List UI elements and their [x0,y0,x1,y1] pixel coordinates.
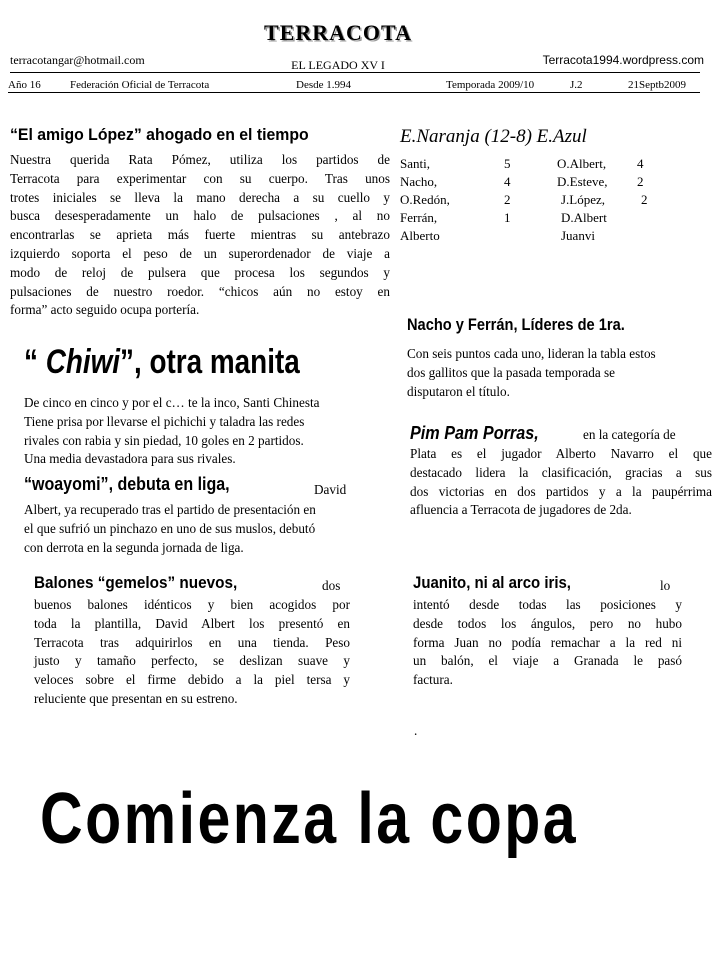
article-line: encontrarlas se aprieta más fuerte mientras su antebrazo [10,227,390,243]
scorer-name: Juanvi [561,228,595,243]
edition-subtitle-text: EL LEGADO XV I [291,58,385,72]
article-line: forma” acto seguido ocupa portería. [10,302,200,318]
balones-lead: dos [322,578,341,593]
article-nacho-body [407,345,712,401]
article-line: un balón, el viaje a Granada le pasó [413,653,682,669]
article-lopez-body [10,151,390,320]
article-juanito-body [413,596,682,690]
headline-chiwi-open: “ [24,343,38,381]
scorer-name: J.López, [561,192,606,207]
scorer-name: O.Albert, [557,156,607,171]
article-line: Albert, ya recuperado tras el partido de presentación en [24,502,316,517]
scorer-name: Alberto [400,228,440,243]
article-line: Plata es el jugador Alberto Navarro el que [410,446,712,461]
article-line: justo y tamaño perfecto, se deslizan suave y [34,653,350,669]
article-line: veloces sobre el firme debido a la piel tersa y [34,672,350,688]
article-line: trotes iniciales se lleva la mano derecha a su cuello y [10,189,390,205]
match-result-title: E.Naranja (12-8) E.Azul [400,126,587,147]
article-line: reluciente que presentan en su estreno. [34,690,238,706]
issue-federation: Federación Oficial de Terracota [70,79,210,91]
article-line: destacado lidera la clasificación, gracias a sus [410,464,712,480]
headline-banner: Comienza la copa [40,779,579,859]
contact-email[interactable]: terracotangar@hotmail.com [10,53,145,67]
juanito-lead: lo [660,578,671,593]
article-chiwi-body [24,394,384,469]
issue-year: Año 16 [8,79,41,91]
article-line: Terracota para experimentar con su cuerpo. Tras unos [10,170,390,186]
article-pim-body [410,445,712,520]
article-line: disputaron el título. [407,383,510,399]
article-line: intentó desde todas las posiciones y [413,597,682,612]
article-line: forma Juan no podía remachar a la red ni [413,634,682,650]
article-line: modo de reloj de pulsera que procesa los segundos y [10,264,390,280]
scorer-goals: 2 [637,174,644,189]
pim-lead: en la categoría de [583,427,676,442]
headline-woayomi: “woayomi”, debuta en liga, [24,474,230,494]
article-line: busca desesperadamente un halo de pulsaciones , al no [10,208,390,224]
article-line: el que sufrió un pinchazo en uno de sus muslos, debutó [24,520,316,536]
edition-subtitle [0,58,676,73]
article-line: Nuestra querida Rata Pómez, utiliza los partidos de [10,152,390,167]
article-line: dos victorias en dos partidos y a la paupérrima [410,483,712,499]
scorer-name: Santi, [400,156,430,171]
article-line: Una media devastadora para sus rivales. [24,451,236,467]
scorer-name: O.Redón, [400,192,450,207]
headline-chiwi-name: Chiwi [45,343,121,381]
scorer-goals: 4 [637,156,644,171]
article-woayomi-body [24,501,389,557]
blog-url[interactable]: Terracota1994.wordpress.com [542,53,704,67]
headline-pim-pam: Pim Pam Porras, [410,423,539,443]
article-line: factura. [413,672,453,688]
article-line: De cinco en cinco y por el c… te la inco, Santi Chinesta [24,395,320,410]
headline-chiwi-rest: ”, otra manita [120,343,300,381]
article-line: dos gallitos que la pasada temporada se [407,364,616,380]
issue-round: J.2 [570,79,583,91]
scorer-goals: 2 [641,192,648,207]
issue-season: Temporada 2009/10 [446,79,535,91]
article-line: Con seis puntos cada uno, lideran la tabla estos [407,346,656,361]
issue-date: 21Septb2009 [628,79,687,91]
headline-balones: Balones “gemelos” nuevos, [34,573,238,592]
issue-since: Desde 1.994 [296,79,351,91]
headline-lopez: “El amigo López” ahogado en el tiempo [10,125,309,144]
article-line: desde todos los ángulos, pero no hubo [413,615,682,631]
scorer-name: Nacho, [400,174,438,189]
article-line: con derrota en la segunda jornada de liga. [24,539,244,555]
match-scorers [400,155,700,255]
scorer-goals: 4 [504,174,511,189]
scorer-goals: 1 [504,210,511,225]
article-balones-body [34,596,350,709]
article-line: pulsaciones de nuestro roedor. “chicos aún no estoy en [10,283,390,299]
juanito-trailing-dot: . [414,723,418,738]
scorer-goals: 2 [504,192,511,207]
article-line: afluencia a Terracota de jugadores de 2da. [410,502,632,518]
issue-info-row [8,79,700,93]
article-line: buenos balones idénticos y bien acogidos por [34,597,350,612]
article-line: rivales con rabia y sin piedad, 10 goles en 2 partidos. [24,432,304,448]
headline-chiwi [24,343,300,382]
headline-nacho-ferran: Nacho y Ferrán, Líderes de 1ra. [407,315,625,334]
woayomi-lead: David [314,482,347,497]
article-line: toda la plantilla, David Albert los presentó en [34,615,350,631]
article-line: Terracota tras adquirirlos en una tienda. Peso [34,634,350,650]
newspaper-title: TERRACOTA [264,20,412,45]
scorer-name: Ferrán, [400,210,438,225]
scorer-name: D.Esteve, [557,174,608,189]
article-line: izquierdo soporta el peso de un superordenador de viaje a [10,245,390,261]
article-line: Tiene prisa por llevarse el pichichi y taladra las redes [24,413,305,429]
scorer-name: D.Albert [561,210,607,225]
headline-juanito: Juanito, ni al arco iris, [413,573,571,592]
scorer-goals: 5 [504,156,511,171]
